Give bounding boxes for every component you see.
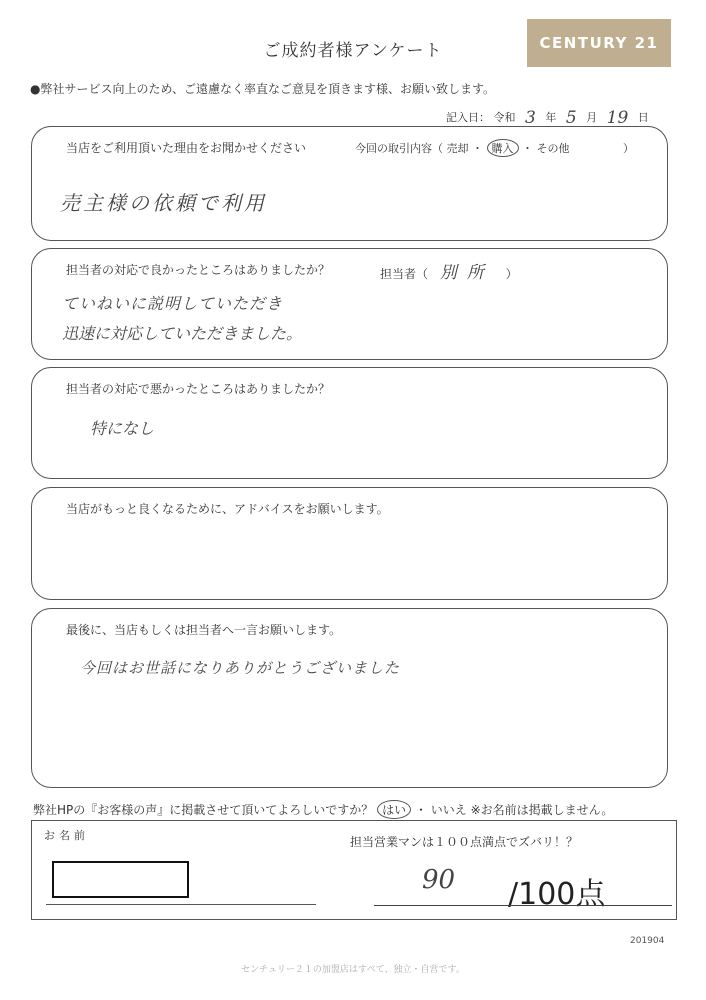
footer-note: センチュリー２１の加盟店はすべて、独立・自営です。: [241, 965, 465, 975]
question-reason: 当店をご利用頂いた理由をお聞かせください: [66, 141, 307, 155]
name-label: お名前: [44, 829, 89, 842]
date-day-unit: 日: [637, 111, 649, 124]
date-era: 令和: [493, 111, 516, 124]
date-month-unit: 月: [586, 111, 598, 124]
option-sep-2: ・: [522, 142, 533, 155]
option-sell: 売却: [446, 142, 469, 155]
consent-no: いいえ: [430, 803, 467, 817]
consent-question: 弊社HPの『お客様の声』に掲載させて頂いてよろしいですか？: [33, 803, 374, 817]
answer-message: 今回はお世話になりありがとうございました: [80, 659, 401, 677]
date-month: 5: [565, 108, 577, 128]
consent-note: ※お名前は掲載しません。: [470, 803, 614, 817]
name-score-box: [31, 820, 677, 920]
score-value: 90: [422, 865, 456, 895]
score-underline: [374, 905, 672, 906]
transaction-type: [355, 139, 634, 157]
transaction-close: ）: [623, 142, 634, 155]
redacted-name: [52, 861, 189, 898]
question-good: 担当者の対応で良かったところはありましたか？: [66, 263, 331, 277]
document-code: 201904: [630, 936, 665, 946]
date-year: 3: [525, 108, 536, 128]
publish-consent: [33, 800, 613, 819]
date-year-unit: 年: [545, 111, 557, 124]
question-advice: 当店がもっと良くなるために、アドバイスをお願いします。: [66, 502, 389, 516]
answer-bad: 特になし: [90, 419, 155, 438]
question-box-good: [31, 248, 668, 360]
question-box-message: [31, 608, 668, 788]
option-sep-1: ・: [472, 142, 483, 155]
option-buy-circled: 購入: [487, 139, 519, 157]
answer-good-line-2: 迅速に対応していただきました。: [62, 324, 303, 343]
answer-good-line-1: ていねいに説明していただき: [62, 294, 284, 313]
name-underline: [46, 904, 316, 905]
date-day: 19: [606, 108, 629, 128]
score-max: /100点: [508, 877, 606, 912]
staff-close: ）: [505, 267, 518, 281]
intro-text: ●弊社サービス向上のため、ご遠慮なく率直なご意見を頂きます様、お願い致します。: [30, 82, 496, 96]
question-message: 最後に、当店もしくは担当者へ一言お願いします。: [66, 623, 342, 637]
entry-date: [446, 106, 649, 126]
question-box-reason: [31, 126, 668, 241]
score-prompt: 担当営業マンは１００点満点でズバリ！？: [350, 835, 579, 849]
date-label: 記入日：: [446, 111, 490, 124]
option-other: その他: [536, 142, 570, 155]
staff-name: 別所: [439, 263, 494, 283]
consent-sep: ・: [414, 803, 427, 817]
staff-label: 担当者（: [380, 267, 429, 281]
question-bad: 担当者の対応で悪かったところはありましたか？: [66, 382, 331, 396]
question-box-advice: [31, 487, 668, 600]
question-box-bad: [31, 367, 668, 479]
answer-reason: 売主様の依頼で利用: [60, 191, 267, 215]
staff-field: [380, 258, 518, 283]
consent-yes-circled: はい: [377, 800, 411, 819]
brand-logo: CENTURY 21: [527, 19, 671, 67]
page-title: ご成約者様アンケート: [263, 41, 443, 61]
transaction-label: 今回の取引内容（: [355, 142, 443, 155]
